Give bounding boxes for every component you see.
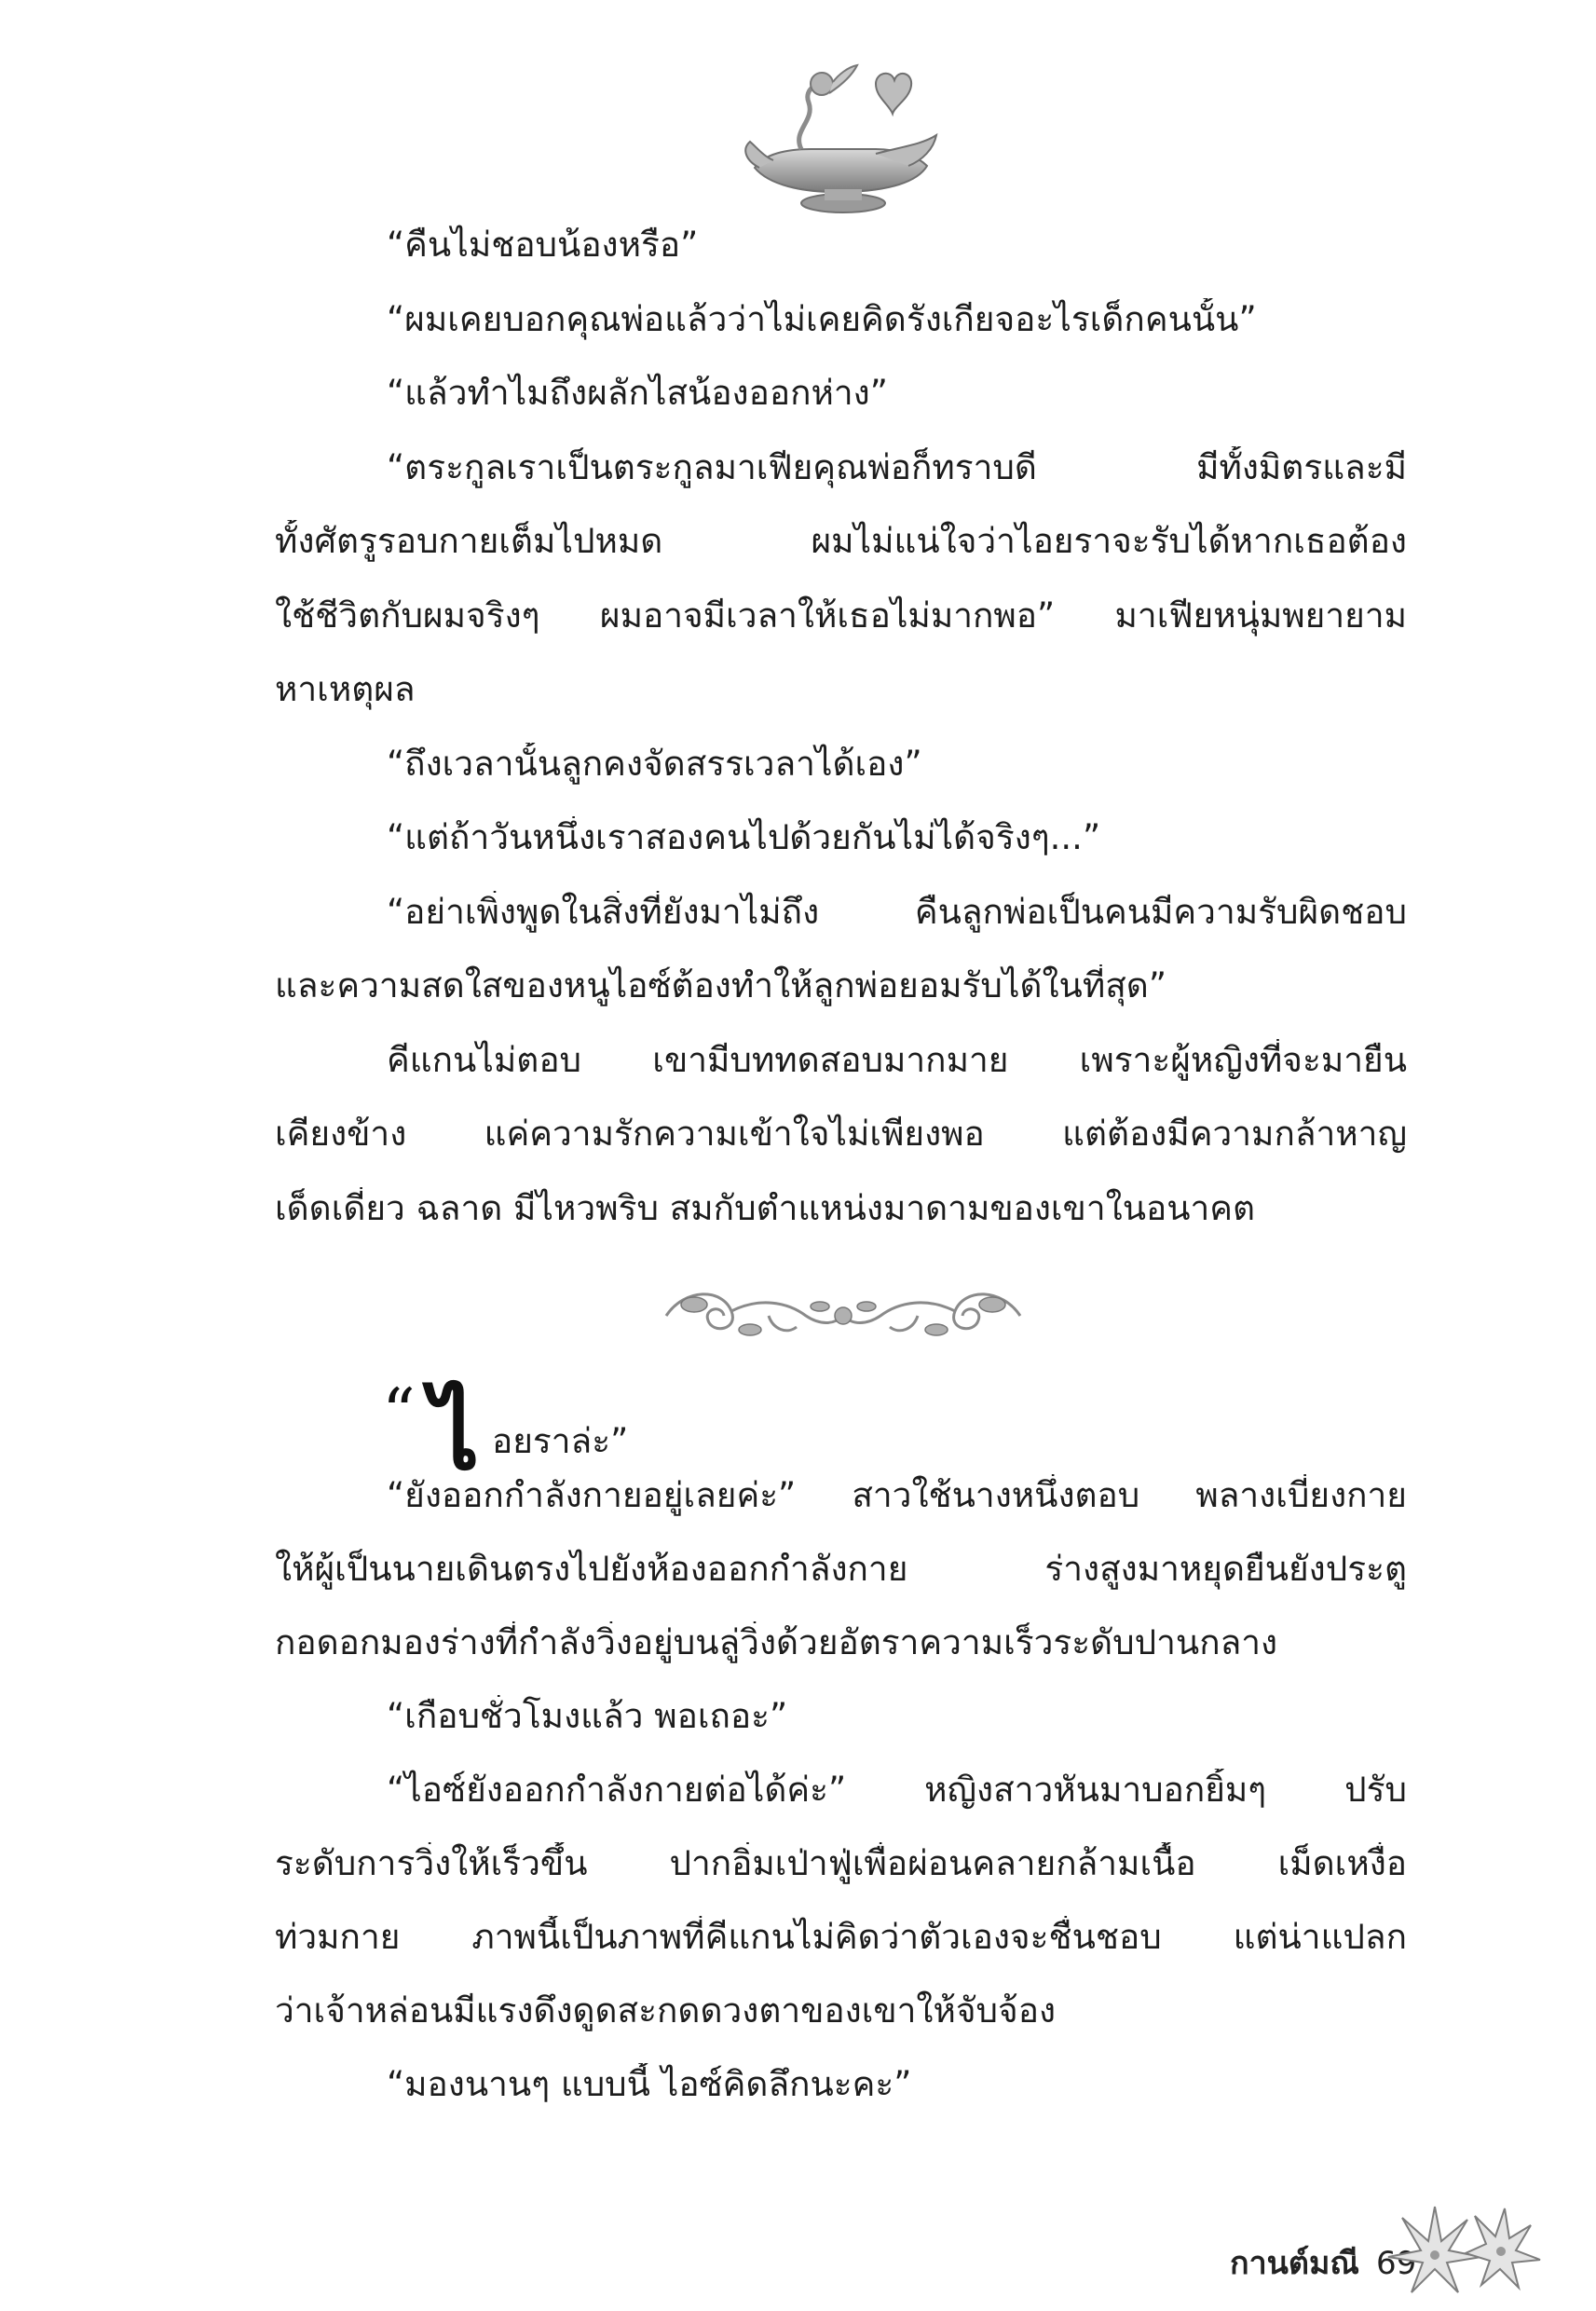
text-line: “อย่าเพิ่งพูดในสิ่งที่ยังมาไม่ถึง คืนลูกพ่อเป็นคนมีความรับผิดชอบ [387, 891, 1407, 932]
drop-cap-letter: ไ [430, 1377, 480, 1492]
text-line: และความสดใสของหนูไอซ์ต้องทำให้ลูกพ่อยอมรับได้ในที่สุด” [275, 965, 1166, 1005]
book-title: กานต์มณี [1230, 2245, 1359, 2282]
text-line: “เกือบชั่วโมงแล้ว พอเถอะ” [387, 1696, 788, 1736]
text-line: ทั้งศัตรูรอบกายเต็มไปหมด ผมไม่แน่ใจว่าไอยราจะรับได้หากเธอต้อง [275, 521, 1407, 561]
text-line: “มองนานๆ แบบนี้ ไอซ์คิดลึกนะคะ” [387, 2064, 912, 2104]
text-line: “แต่ถ้าวันหนึ่งเราสองคนไปด้วยกันไม่ได้จริงๆ...” [387, 817, 1101, 857]
text-line: “คืนไม่ชอบน้องหรือ” [387, 225, 699, 265]
text-line: หาเหตุผล [275, 669, 416, 709]
text-line: ระดับการวิ่งให้เร็วขึ้น ปากอิ่มเป่าฟู่เพื่อผ่อนคลายกล้ามเนื้อ เม็ดเหงื่อ [275, 1843, 1407, 1883]
genie-lamp-icon [736, 56, 950, 219]
drop-cap-text: อยราล่ะ” [492, 1421, 629, 1461]
text-line: ท่วมกาย ภาพนี้เป็นภาพที่คีแกนไม่คิดว่าตัวเองจะชื่นชอบ แต่น่าแปลก [275, 1917, 1407, 1957]
text-line: ใช้ชีวิตกับผมจริงๆ ผมอาจมีเวลาให้เธอไม่มากพอ” มาเฟียหนุ่มพยายาม [275, 595, 1407, 636]
text-line: คีแกนไม่ตอบ เขามีบททดสอบมากมาย เพราะผู้หญิงที่จะมายืน [387, 1039, 1407, 1080]
lily-flowers-icon [1365, 2199, 1542, 2302]
flourish-divider [657, 1279, 1030, 1353]
text-line: เด็ดเดี่ยว ฉลาด มีไหวพริบ สมกับตำแหน่งมาดามของเขาในอนาคต [275, 1187, 1256, 1228]
text-line: “ไอซ์ยังออกกำลังกายต่อได้ค่ะ” หญิงสาวหันมาบอกยิ้มๆ ปรับ [387, 1770, 1407, 1810]
text-line: กอดอกมองร่างที่กำลังวิ่งอยู่บนลู่วิ่งด้วยอัตราความเร็วระดับปานกลาง [275, 1622, 1278, 1662]
text-line: “ถึงเวลานั้นลูกคงจัดสรรเวลาได้เอง” [387, 743, 922, 784]
page-number: 69 [1375, 2245, 1417, 2282]
text-line: “แล้วทำไมถึงผลักไสน้องออกห่าง” [387, 373, 888, 413]
drop-cap-heading [382, 1365, 941, 1492]
text-line: “ยังออกกำลังกายอยู่เลยค่ะ” สาวใช้นางหนึ่งตอบ พลางเบี่ยงกาย [387, 1475, 1407, 1515]
text-line: “ตระกูลเราเป็นตระกูลมาเฟียคุณพ่อก็ทราบดี มีทั้งมิตรและมี [387, 446, 1407, 487]
text-line: ว่าเจ้าหล่อนมีแรงดึงดูดสะกดดวงตาของเขาให้จับจ้อง [275, 1990, 1057, 2031]
drop-cap-quote: “ [382, 1374, 416, 1451]
text-line: เคียงข้าง แค่ความรักความเข้าใจไม่เพียงพอ แต่ต้องมีความกล้าหาญ [275, 1114, 1407, 1154]
text-line: ให้ผู้เป็นนายเดินตรงไปยังห้องออกกำลังกาย ร่างสูงมาหยุดยืนยังประตู [275, 1549, 1407, 1589]
text-line: “ผมเคยบอกคุณพ่อแล้วว่าไม่เคยคิดรังเกียจอะไรเด็กคนนั้น” [387, 298, 1257, 339]
